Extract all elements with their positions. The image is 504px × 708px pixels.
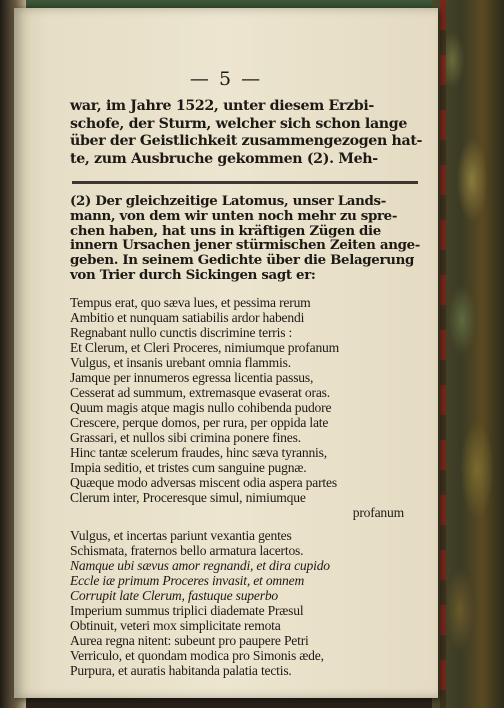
main-line: schofe, der Sturm, welcher sich schon lange	[70, 115, 407, 132]
latin-line: Hinc tantæ scelerum fraudes, hinc sæva tyrannis,	[70, 445, 327, 460]
latin-line: Et Clerum, et Cleri Proceres, nimiumque profanum	[70, 340, 340, 355]
latin-line: Aurea regna nitent: subeunt pro paupere Petri	[70, 633, 309, 648]
main-line: te, zum Ausbruche gekommen (2). Meh-	[70, 150, 378, 167]
book-page	[14, 8, 438, 698]
latin-line: Impia seditio, et tristes cum sanguine pugnæ.	[70, 460, 307, 475]
main-text	[70, 98, 434, 168]
latin-line: Purpura, et auratis habitanda palatia tectis.	[70, 663, 292, 678]
latin-line: Schismata, fraternos bello armatura lacertos.	[70, 543, 304, 558]
footnote-line: geben. In seinem Gedichte über die Belagerung	[70, 252, 414, 269]
latin-line: Corrupit late Clerum, fastuque superbo	[70, 588, 279, 603]
latin-line: Clerum inter, Proceresque simul, nimiumque	[70, 490, 306, 505]
latin-line: Crescere, perque domos, per rura, per oppida late	[70, 415, 329, 430]
latin-line: Obtinuit, veteri mox simplicitate remota	[70, 618, 281, 633]
footnote-line: innern Ursachen jener stürmischen Zeiten ange-	[70, 237, 420, 254]
latin-line: Grassari, et nullos sibi crimina ponere fines.	[70, 430, 301, 445]
latin-line: Tempus erat, quo sæva lues, et pessima rerum	[70, 295, 311, 310]
latin-line: Quæque modo adversas miscent odia aspera partes	[70, 475, 337, 490]
main-line: war, im Jahre 1522, unter diesem Erzbi-	[70, 98, 374, 114]
latin-line-right: profanum	[352, 505, 404, 520]
latin-line: Cesserat ad summum, extremasque evaserat oras.	[70, 385, 330, 400]
footnote-line: (2) Der gleichzeitige Latomus, unser Lands-	[70, 193, 386, 209]
stanza-gap	[70, 520, 426, 528]
main-line: über der Geistlichkeit zusammengezogen hat-	[70, 133, 423, 150]
footnote-rule	[72, 181, 418, 184]
latin-line: Verriculo, et quondam modica pro Simonis æde,	[70, 648, 324, 663]
latin-quotation	[70, 295, 426, 678]
page-number: — 5 —	[189, 68, 263, 90]
latin-line: Regnabant nullo cunctis discrimine terris :	[70, 325, 293, 340]
footnote-line: chen haben, hat uns in kräftigen Zügen die	[70, 222, 381, 239]
latin-line: Ambitio et nunquam satiabilis ardor habendi	[70, 310, 305, 325]
latin-line: Imperium summus triplici diademate Præsul	[70, 603, 304, 618]
latin-line: Jamque per innumeros egressa licentia passus,	[70, 370, 314, 385]
latin-line: Quum magis atque magis nullo cohibenda pudore	[70, 400, 332, 415]
latin-line: Vulgus, et insanis urebant omnia flammis.	[70, 355, 291, 370]
footnote-line: von Trier durch Sickingen sagt er:	[70, 266, 316, 283]
latin-line: Vulgus, et incertas pariunt vexantia gentes	[70, 528, 292, 543]
footnote-text	[70, 194, 434, 283]
latin-line: Eccle iæ primum Proceres invasit, et omnem	[70, 573, 305, 588]
footnote-line: mann, von dem wir unten noch mehr zu spre-	[70, 207, 398, 224]
latin-line: Namque ubi sævus amor regnandi, et dira cupido	[70, 558, 330, 573]
marbled-endpaper	[432, 0, 504, 708]
